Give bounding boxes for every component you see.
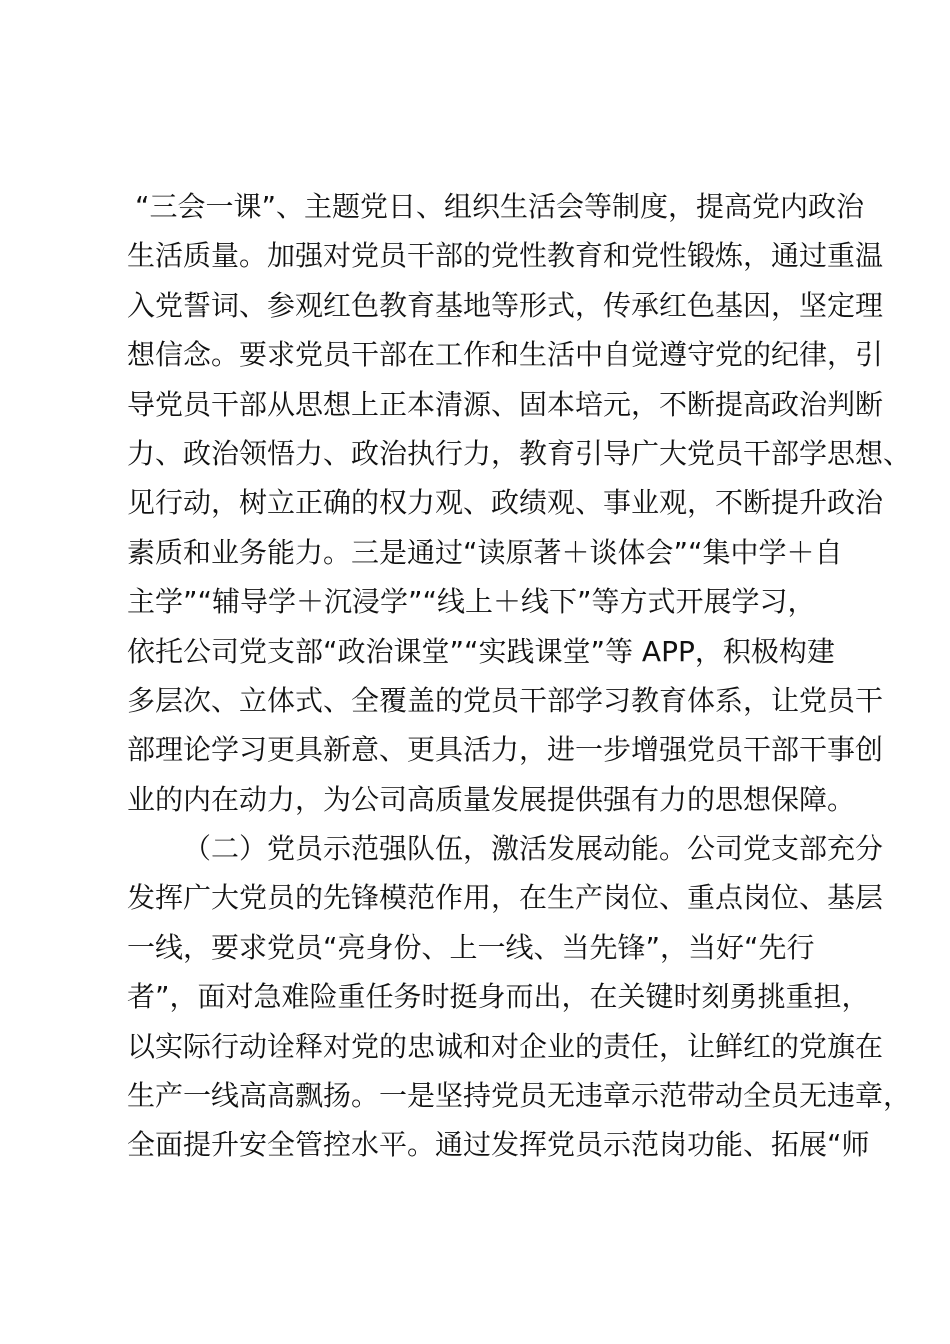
text-line: 见行动，树立正确的权力观、政绩观、事业观，不断提升政治: [127, 486, 884, 520]
text-line: 部理论学习更具新意、更具活力，进一步增强党员干部干事创: [127, 733, 884, 767]
text-line: 者”，面对急难险重任务时挺身而出，在关键时刻勇挑重担，: [127, 980, 870, 1014]
text-line: 主学”“辅导学＋沉浸学”“线上＋线下”等方式开展学习，: [127, 585, 816, 619]
text-line: 生产一线高高飘扬。一是坚持党员无违章示范带动全员无违章，: [127, 1079, 912, 1113]
section-heading-line: （二）党员示范强队伍，激活发展动能。公司党支部充分: [183, 832, 884, 866]
body-text: [127, 182, 912, 1170]
text-line: 导党员干部从思想上正本清源、固本培元，不断提高政治判断: [127, 387, 884, 421]
text-line: “三会一课”、主题党日、组织生活会等制度，提高党内政治: [135, 190, 865, 223]
text-line: 多层次、立体式、全覆盖的党员干部学习教育体系，让党员干: [127, 683, 884, 717]
text-line: 入党誓词、参观红色教育基地等形式，传承红色基因，坚定理: [127, 288, 884, 322]
text-line: 一线，要求党员“亮身份、上一线、当先锋”，当好“先行: [127, 930, 815, 964]
text-line: 发挥广大党员的先锋模范作用，在生产岗位、重点岗位、基层: [127, 881, 884, 915]
text-line: 全面提升安全管控水平。通过发挥党员示范岗功能、拓展“师: [127, 1128, 870, 1162]
text-line: 生活质量。加强对党员干部的党性教育和党性锻炼，通过重温: [127, 239, 884, 273]
text-line: 想信念。要求党员干部在工作和生活中自觉遵守党的纪律，引: [127, 338, 884, 372]
text-line: 力、政治领悟力、政治执行力，教育引导广大党员干部学思想、: [127, 436, 912, 470]
text-line: 业的内在动力，为公司高质量发展提供强有力的思想保障。: [127, 782, 856, 816]
text-line: 依托公司党支部“政治课堂”“实践课堂”等 APP，积极构建: [127, 634, 835, 668]
text-line: 以实际行动诠释对党的忠诚和对企业的责任，让鲜红的党旗在: [127, 1029, 884, 1063]
text-line: 素质和业务能力。三是通过“读原著＋谈体会”“集中学＋自: [127, 535, 843, 569]
